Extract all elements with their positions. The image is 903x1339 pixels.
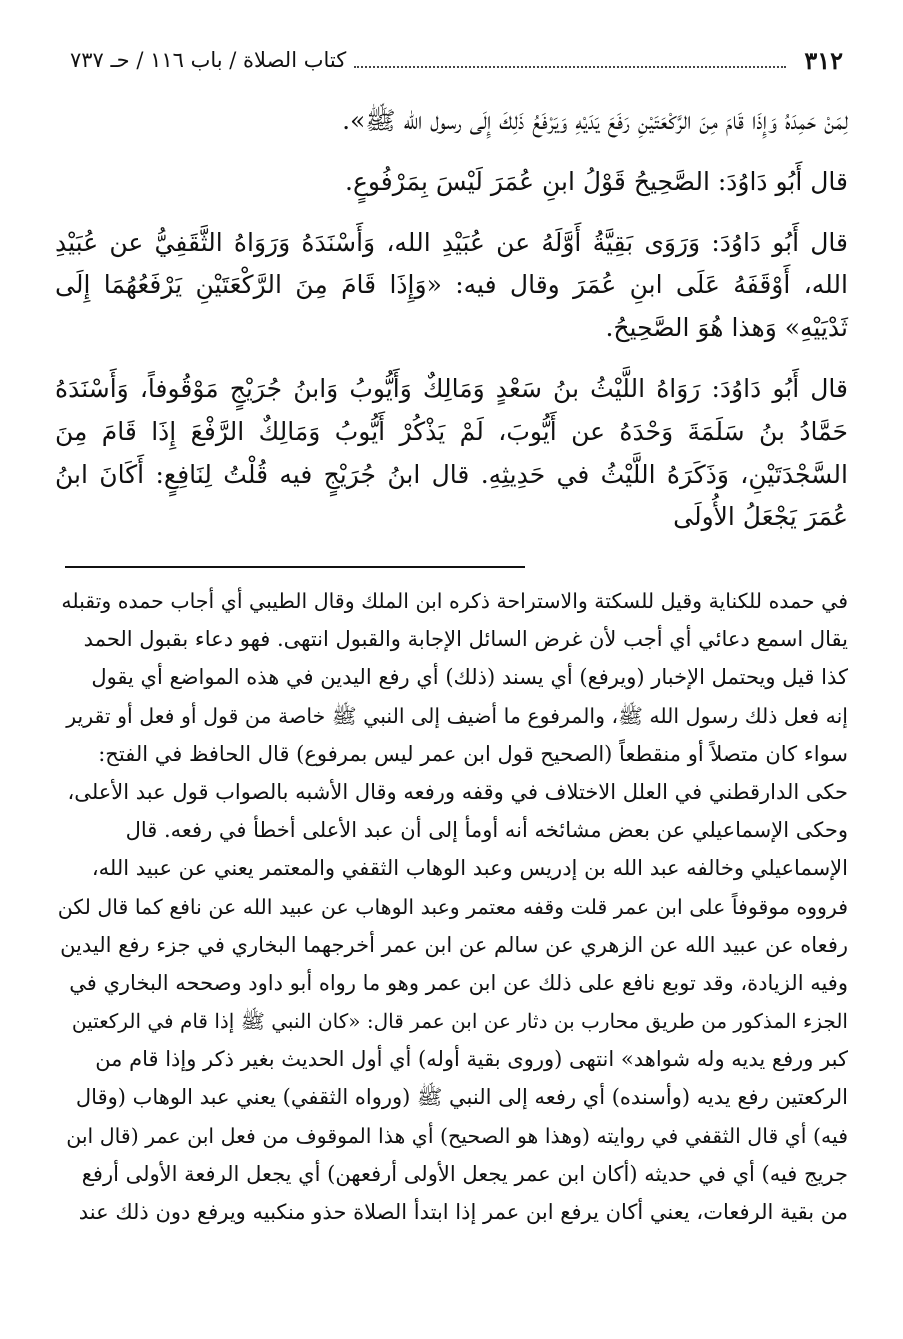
footnote-line: رفعاه عن عبيد الله عن الزهري عن سالم عن ابن عمر أخرجهما البخاري في جزء رفع اليدين xyxy=(60,932,848,957)
footnote-line: وفيه الزيادة، وقد توبع نافع على ذلك عن ابن عمر وهو ما رواه أبو داود وصححه البخاري في xyxy=(69,970,848,995)
footnote-line: في حمده للكناية وقيل للسكتة والاستراحة ذكره ابن الملك وقال الطيبي أي أجاب حمده وتقبله xyxy=(61,589,848,613)
footnote-commentary xyxy=(55,582,848,1312)
footnote-line: حكى الدارقطني في العلل الاختلاف في وقفه ورفعه وقال الأشبه بالصواب قول عبد الأعلى، xyxy=(67,779,848,804)
footnote-line: كذا قيل ويحتمل الإخبار (ويرفع) أي يسند (ذلك) أي رفع اليدين في هذه المواضع أي يقول xyxy=(91,665,848,690)
running-title: كتاب الصلاة / باب ١١٦ / حـ ٧٣٧ xyxy=(70,48,347,72)
page-number: ٣١٢ xyxy=(804,45,843,75)
footnote-line: كبر ورفع يديه وله شواهد» انتهى (وروى بقية أوله) أي أول الحديث بغير ذكر وإذا قام من xyxy=(95,1047,848,1072)
footnote-line: الجزء المذكور من طريق محارب بن دثار عن ابن عمر قال: «كان النبي ﷺ إذا قام في الركعتين xyxy=(71,1009,848,1034)
footnote-line: فرووه موقوفاً على ابن عمر قلت وقفه معتمر وعبد الوهاب عن عبيد الله عن نافع كما قال لكن xyxy=(57,894,848,919)
main-paragraph: قال أَبُو دَاوُدَ: رَوَاهُ اللَّيْثُ بنُ سَعْدٍ وَمَالِكٌ وَأَيُّوبُ وَابنُ جُرَيْجٍ مَوْقُوفاً، وَأَسْنَدَهُ حَمَّادُ بنُ سَلَمَةَ وَحْدَهُ عن أَيُّوبَ، لَمْ يَذْكُرْ أَيُّوبُ وَمَالِكٌ الرَّفْعَ إِذَا قَامَ مِنَ السَّجْدَتَيْنِ، وَذَكَرَهُ اللَّيْثُ في حَدِيثِهِ. قال ابنُ جُرَيْجٍ فيه قُلْتُ لِنَافِعٍ: أَكَانَ ابنُ عُمَرَ يَجْعَلُ الأُولَى xyxy=(55,373,848,532)
footnote-line: فيه) أي قال الثقفي في روايته (وهذا هو الصحيح) أي هذا الموقوف من فعل ابن عمر (قال ابن xyxy=(66,1123,848,1148)
footnote-line: جريج فيه) أي في حديثه (أكان ابن عمر يجعل الأولى أرفعهن) أي يجعل الرفعة الأولى أرفع xyxy=(81,1161,848,1186)
main-text xyxy=(55,100,848,540)
main-paragraph: لِمَنْ حَمِدَهُ وَإِذَا قَامَ مِنَ الرَّكْعَتَيْنِ رَفَعَ يَدَيْهِ وَيَرْفَعُ ذَلِكَ إِلَى رسول الله ﷺ». xyxy=(342,106,848,135)
header-leader-dots xyxy=(354,52,786,68)
footnote-line: وحكى الإسماعيلي عن بعض مشائخه أنه أومأ إلى أن عبد الأعلى أخطأ في رفعه. قال xyxy=(125,818,848,843)
main-paragraph: قال أَبُو دَاوُدَ: وَرَوَى بَقِيَّةُ أَوَّلَهُ عن عُبَيْدِ الله، وَأَسْنَدَهُ وَرَوَاهُ الثَّقَفِيُّ عن عُبَيْدِ الله، أَوْقَفَهُ عَلَى ابنِ عُمَرَ وقال فيه: «وَإِذَا قَامَ مِنَ الرَّكْعَتَيْنِ يَرْفَعُهُمَا إِلَى ثَدْيَيْهِ» وَهذا هُوَ الصَّحِيحُ. xyxy=(55,227,848,343)
footnote-line: الركعتين رفع يديه (وأسنده) أي رفعه إلى النبي ﷺ (ورواه الثقفي) يعني عبد الوهاب (وقال xyxy=(75,1085,848,1110)
main-paragraph: قال أَبُو دَاوُدَ: الصَّحِيحُ قَوْلُ ابنِ عُمَرَ لَيْسَ بِمَرْفُوعٍ. xyxy=(345,166,848,196)
footnote-line: سواء كان متصلاً أو منقطعاً (الصحيح قول ابن عمر ليس بمرفوع) قال الحافظ في الفتح: xyxy=(98,741,848,766)
footnote-line: من بقية الرفعات، يعني أكان يرفع ابن عمر إذا ابتدأ الصلاة حذو منكبيه ويرفع دون ذلك عند xyxy=(78,1200,848,1224)
footnote-line: يقال اسمع دعائي أي أجب لأن غرض السائل الإجابة والقبول انتهى. فهو دعاء بقبول الحمد xyxy=(83,627,848,652)
footnote-line: إنه فعل ذلك رسول الله ﷺ، والمرفوع ما أضيف إلى النبي ﷺ خاصة من قول أو فعل أو تقرير xyxy=(66,703,848,728)
page-header xyxy=(70,40,843,80)
footnote-line: الإسماعيلي وخالفه عبد الله بن إدريس وعبد الوهاب الثقفي والمعتمر يعني عن عبيد الله، xyxy=(91,856,848,881)
footnote-separator xyxy=(65,566,525,568)
